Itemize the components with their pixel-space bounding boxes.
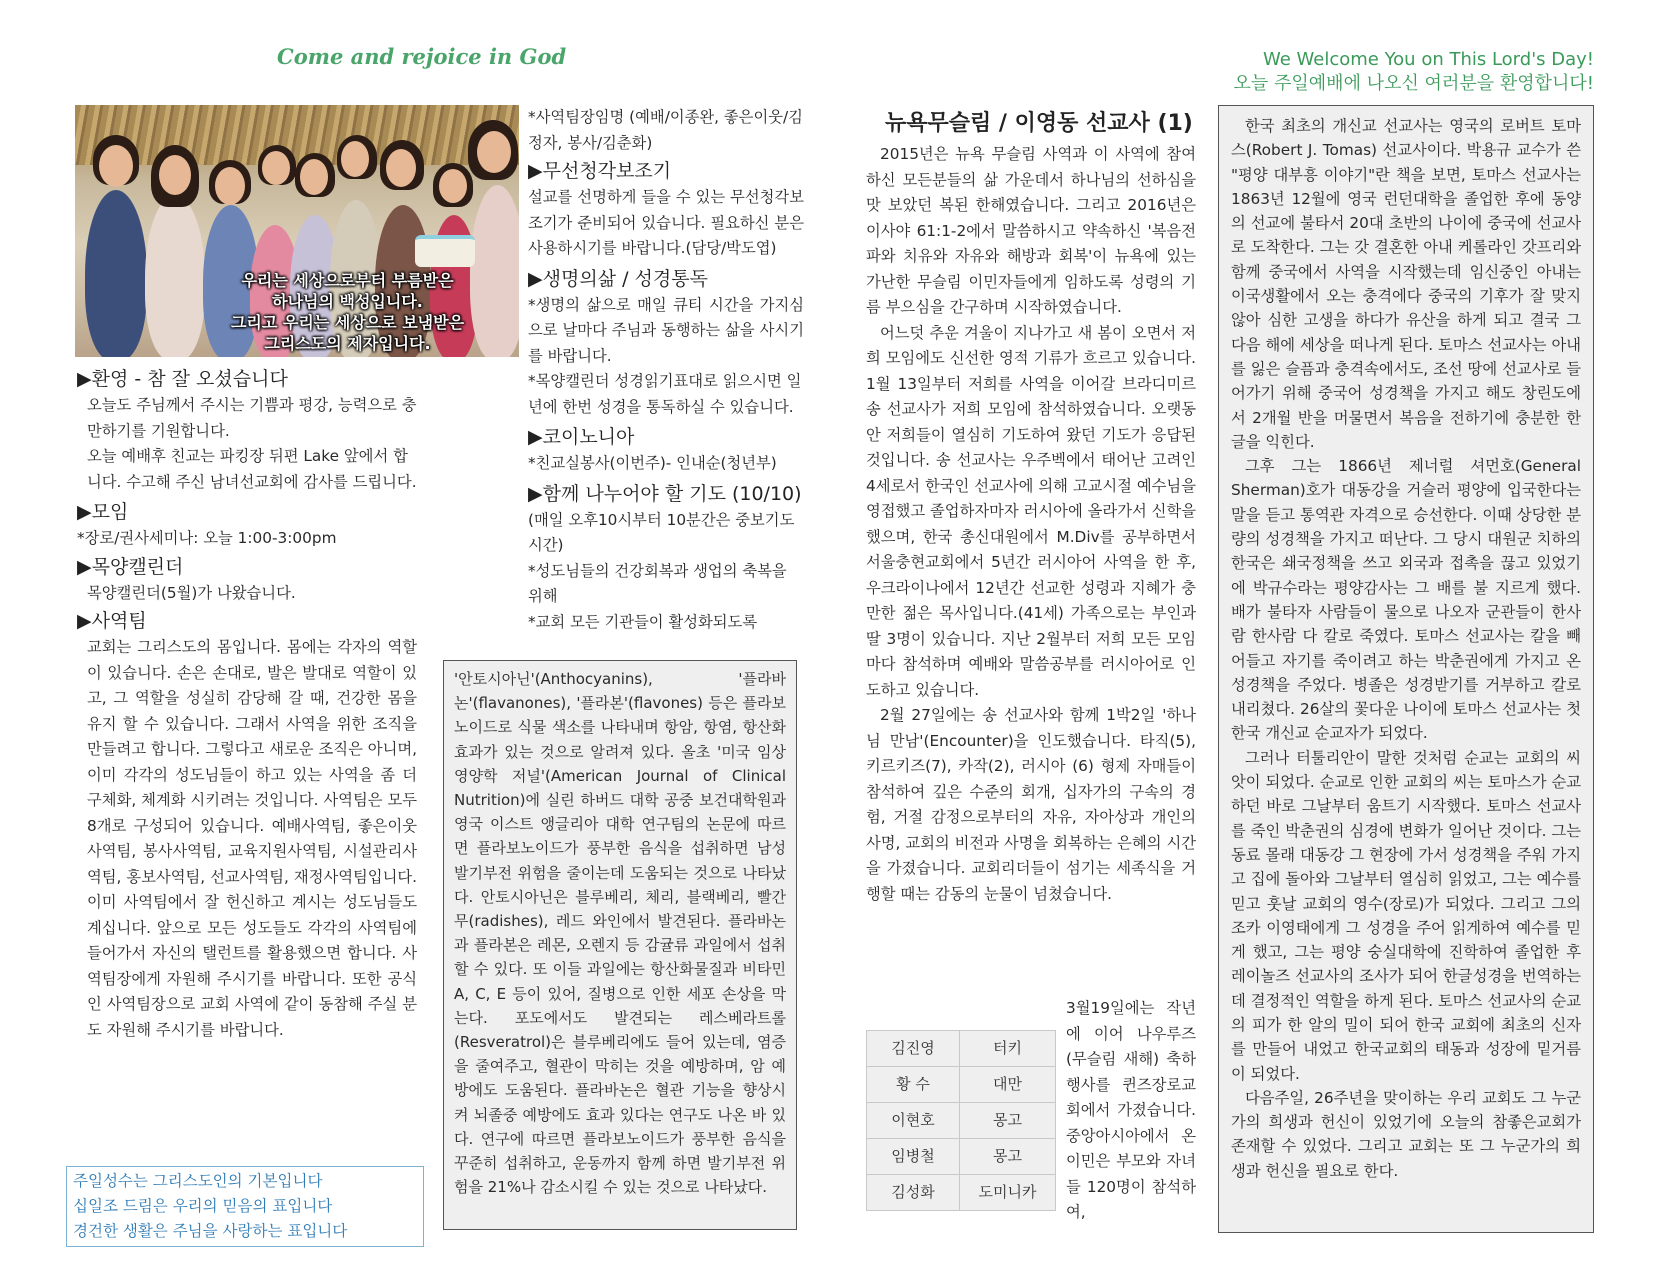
column-4-box [1218,105,1594,1233]
ministry-paragraph: 교회는 그리스도의 몸입니다. 몸에는 각자의 역할이 있습니다. 손은 손대로, 발은 발대로 역할이 있고, 그 역할을 성실히 감당해 갈 때, 건강한 몸을 유지 할 수 있습니다. 그래서 사역을 위한 조직을 만들려고 합니다. 그렇다고 새로운 조직은 아니며, 이미 각각의 성도님들이 하고 있는 사역을 좀 더 구체화, 체계화 시키려는 것입니다. 사역팀은 모두 8개로 구성되어 있습니다. 예배사역팀, 좋은이웃사역팀, 봉사사역팀, 교육지원사역팀, 시설관리사역팀, 홍보사역팀, 선교사역팀, 재정사역팀입니다. 이미 사역팀에서 잘 헌신하고 계시는 성도님들도 계십니다. 앞으로 모든 성도들도 각각의 사역팀에 들어가서 자신의 탤런트를 활용했으면 합니다. 사역팀장에게 자원해 주시기를 바랍니다. 또한 공식인 사역팀장으로 교회 사역에 같이 동참해 주실 분도 자원해 주시기를 바랍니다. [87,638,417,1039]
history-paragraph: 그후 그는 1866년 제너럴 셔먼호(General Sherman)호가 대동강을 거슬러 평양에 입국한다는 말을 듣고 통역관 자격으로 승선한다. 이때 상당한 분량의 성경책을 가지고 떠난다. 그 당시 대원군 치하의 한국은 쇄국정책을 쓰고 외국과 접촉을 끊고 있었기에 박규수라는 평양감사는 그 배를 불 지르게 했다. 배가 불타자 사람들이 물으로 나오자 군관들이 한사람 한사람 다 칼로 죽였다. 토마스 선교사는 칼을 빼어들고 자기를 죽이려고 하는 박춘권에게 가지고 온 성경책을 주었다. 병졸은 성경받기를 거부하고 칼로 내리쳤다. 26살의 꽃다운 나이에 토마스 선교사는 첫 한국 개신교 순교자가 되었다. [1231,457,1581,743]
caption-line: 우리는 세상으로부터 부름받은 [241,271,454,290]
person-face [386,149,416,187]
welcome-paragraph: 오늘도 주님께서 주시는 기쁨과 평강, 능력으로 충만하기를 기원합니다. [87,396,417,440]
missionary-country: 대만 [960,1067,1056,1103]
meeting-paragraph: *장로/권사세미나: 오늘 1:00-3:00pm [77,529,337,547]
caption-line: 하나님의 백성입니다. [272,292,423,311]
caption-line: 그리스도의 제자입니다. [264,334,431,353]
motto-line: 경건한 생활은 주님을 사랑하는 표입니다 [73,1222,348,1240]
person-face [99,145,133,187]
prayer-paragraph: *교회 모든 기관들이 활성화되도록 [528,612,758,631]
section-title-ministry: ▶사역팀 [77,610,147,632]
missionary-name: 김진영 [867,1031,960,1067]
missionary-table [866,1030,1056,1211]
article-paragraph: 어느덧 추운 겨울이 지나가고 새 봄이 오면서 저희 모임에도 신선한 영적 기류가 흐르고 있습니다. 1월 13일부터 저희를 사역을 이어갈 브라디미르 송 선교사가 저희 모임에 참석하였습니다. 오랫동안 저희들이 열심히 기도하여 왔던 기도가 응답된것입니다. 송 선교사는 우주벡에서 태어난 고려인 4세로서 한국인 선교사에 의해 고교시절 예수님을 영접했고 졸업하자마자 러시아에 올라가서 신학을 했으며, 한국 총신대원에서 M.Div를 공부하면서 서울충현교회에서 5년간 러시아어 사역을 한 후, 우크라이나에서 12년간 선교한 성령과 지혜가 충만한 젊은 목사입니다.(41세) 가족으로는 부인과 딸 3명이 있습니다. 지난 2월부터 저희 모든 모임마다 참석하며 예배와 말씀공부를 러시아어로 인도하고 있습니다. [866,323,1196,699]
section-title-prayer: ▶함께 나누어야 할 기도 (10/10) [528,482,802,505]
prayer-paragraph: (매일 오후10시부터 10분간은 중보기도시간) [528,510,795,554]
section-title-calendar: ▶목양캘린더 [77,555,184,578]
history-paragraph: 그러나 터툴리안이 말한 것처럼 순교는 교회의 씨앗이 되었다. 순교로 인한 교회의 씨는 토마스가 순교하던 바로 그날부터 움트기 시작했다. 토마스 선교사를 죽인 박춘권의 심경에 변화가 일어난 것이다. 그는 동료 몰래 대동강 그 현장에 가서 성경책을 주워 가지고 집에 돌아와 그날부터 열심히 읽었고, 그는 예수를 믿고 훗날 교회의 영수(장로)가 되었다. 그리고 그의 조카 이영태에게 그 성경을 주어 읽게하여 예수를 믿게 했고, 그는 평양 숭실대학에 진학하여 졸업한 후 레이놀즈 선교사의 조사가 되어 한글성경을 번역하는데 결정적인 역할을 하게 된다. 토마스 선교사의 순교의 피가 한 알의 밀이 되어 한국 교회에 최초의 신자를 만들어 내었고 한국교회의 태동과 성장에 밑거름이 되었다. [1231,748,1581,1083]
person-face [262,151,290,185]
health-paragraph: '안토시아닌'(Anthocyanins), '플라바논'(flavanones), '플라본'(flavones) 등은 플라보노이드로 식물 색소를 나타내며 항암, 항염, 항산화 효과가 있는 것으로 알려져 있다. 올초 '미국 임상 영양학 저널'(American Journal of Clinical Nutrition)에 실린 하버드 대학 공중 보건대학원과 영국 이스트 앵글리아 대학 연구팀의 논문에 따르면 플라보노이드가 풍부한 음식을 섭취하면 남성 발기부전 위험을 줄이는데 도움되는 것으로 나타났다. 안토시아닌은 블루베리, 체리, 블랙베리, 빨간무(radishes), 레드 와인에서 발견된다. 플라바논과 플라본은 레몬, 오렌지 등 감귤류 과일에서 섭취할 수 있다. 또 이들 과일에는 항산화물질과 비타민 A, C, E 등이 있어, 질병으로 인한 세포 손상을 막는다. 포도에서도 발견되는 레스베라트롤(Resveratrol)은 블루베리에도 들어 있는데, 염증을 줄여주고, 혈관이 막히는 것을 예방하며, 암 예방에도 도움된다. 플라바논은 혈관 기능을 향상시켜 뇌졸중 예방에도 효과 있다는 연구도 나온 바 있다. 연구에 따르면 플라보노이드가 풍부한 음식을 꾸준히 섭취하고, 운동까지 함께 하면 발기부전 위험을 21%나 감소시킬 수 있는 것으로 나타났다. [454,670,786,1197]
person-face [300,159,328,195]
motto-line: 십일조 드림은 우리의 믿음의 표입니다 [73,1197,333,1215]
life-paragraph: *목양캘린더 성경읽기표대로 읽으시면 일 년에 한번 성경을 통독하실 수 있습니다. [528,372,802,416]
missionary-row [867,1175,1056,1211]
caption-line: 그리고 우리는 세상으로 보냄받은 [230,313,465,332]
calendar-paragraph: 목양캘린더(5월)가 나왔습니다. [87,583,296,602]
welcome-korean: 오늘 주일예배에 나오신 여러분을 환영합니다! [1233,73,1594,94]
section-title-koinonia: ▶코이노니아 [528,426,635,448]
missionary-country: 도미니카 [960,1175,1056,1211]
history-paragraph: 다음주일, 26주년을 맞이하는 우리 교회도 그 누군가의 희생과 헌신이 있었기에 오늘의 참좋은교회가 존재할 수 있었다. 그리고 교회는 또 그 누군가의 희생과 헌신을 필요로 한다. [1231,1088,1581,1180]
life-paragraph: *생명의 삶으로 매일 큐티 시간을 가지심으로 날마다 주님과 동행하는 삶을 사시기를 바랍니다. [528,295,804,365]
motto-line: 주일성수는 그리스도인의 기본입니다 [73,1172,323,1190]
birthday-cake [415,235,475,267]
koinonia-paragraph: *친교실봉사(이번주)- 인내순(청년부) [528,454,777,472]
missionary-name: 임병철 [867,1139,960,1175]
column-1 [77,366,417,1043]
header-right-welcome [1234,48,1594,96]
person-face [439,169,467,203]
thatch-roof [75,105,519,165]
header-left-title: Come and rejoice in God [277,44,567,69]
prayer-paragraph: *성도님들의 건강회복과 생업의 축복을 위해 [528,561,787,605]
history-paragraph: 한국 최초의 개신교 선교사는 영국의 로버트 토마스(Robert J. Tomas) 선교사이다. 박용규 교수가 쓴 "평양 대부흥 이야기"란 책을 보면, 토마스 선교사는 1863년 12월에 영국 런던대학을 졸업한 후에 동양의 선교에 불타서 20대 초반의 나이에 중국에 선교사로 도착한다. 그는 갓 결혼한 아내 케롤라인 갓프리와 함께 중국에서 사역을 시작했는데 임신중인 아내는 이국생활에서 오는 충격에다 중국의 기후가 잘 맞지 않아 심한 고생을 하다가 유산을 하게 되고 결국 그 다음 해에 세상을 떠나게 된다. 토마스 선교사는 아내를 잃은 슬픔과 충격속에서도, 조선 땅에 선교사로 들어가기 위해 중국어 성경책을 가지고 해도 창린도에서 2개월 반을 머물면서 복음을 전하기에 충분한 한글을 익힌다. [1231,117,1581,451]
missionary-country: 몽고 [960,1139,1056,1175]
person-face [159,155,191,195]
group-photo [75,105,519,357]
person-face [341,141,369,177]
article-paragraph: 2월 27일에는 송 선교사와 함께 1박2일 '하나님 만남'(Encounter)을 인도했습니다. 타직(5), 키르키즈(7), 카작(2), 러시아 (6) 형제 자매들이 참석하여 깊은 수준의 회개, 십자가의 구속의 경험, 거절 감정으로부터의 자유, 자아상과 개인의 사명, 교회의 비전과 사명을 회복하는 은혜의 시간을 가졌습니다. 교회리더들이 섬기는 세족식을 거행할 때는 감동의 눈물이 넘쳤습니다. [866,706,1196,903]
section-title-hearing: ▶무선청각보조기 [528,160,672,182]
missionary-row [867,1139,1056,1175]
missionary-country: 몽고 [960,1103,1056,1139]
missionary-country: 터키 [960,1031,1056,1067]
missionary-row [867,1067,1056,1103]
motto-box [66,1166,424,1247]
welcome-paragraph: 오늘 예배후 친교는 파킹장 뒤편 Lake 앞에서 합니다. 수고해 주신 남녀선교회에 감사를 드립니다. [87,447,417,491]
section-title-life: ▶생명의삶 / 성경통독 [528,267,708,290]
section-title-welcome: ▶환영 - 참 잘 오셨습니다 [77,368,288,390]
column-3 [866,142,1196,907]
article-paragraph: 3월19일에는 작년에 이어 나우루즈(무슬림 새해) 축하행사를 퀸즈장로교회에서 가졌습니다. 중앙아시아에서 온 이민은 부모와 자녀들 120명이 참석하여, [1066,999,1196,1221]
person-figure [85,190,147,357]
welcome-english: We Welcome You on This Lord's Day! [1262,49,1594,70]
missionary-row [867,1103,1056,1139]
section-title-meeting: ▶모임 [77,501,129,523]
missionary-name: 김성화 [867,1175,960,1211]
hearing-paragraph: 설교를 선명하게 들을 수 있는 무선청각보조기가 준비되어 있습니다. 필요하신 분은 사용하시기를 바랍니다.(담당/박도엽) [528,188,804,257]
photo-caption [170,270,519,354]
missionary-name: 이현호 [867,1103,960,1139]
leaders-paragraph: *사역팀장임명 (예배/이종완, 좋은이웃/김정자, 봉사/김춘화) [528,108,803,152]
person-face [477,131,511,173]
column-2 [528,105,804,635]
missionary-name: 황 수 [867,1067,960,1103]
column-3-bottom [866,996,1196,1226]
article-title: 뉴욕무슬림 / 이영동 선교사 (1) [885,111,1193,136]
person-face [215,167,245,205]
health-info-box [443,660,797,1230]
article-paragraph: 2015년은 뉴욕 무슬림 사역과 이 사역에 참여하신 모든분들의 삶 가운데서 하나님의 선하심을 맛 보았던 복된 한해였습니다. 그리고 2016년은 이사야 61:1-2에서 말씀하시고 약속하신 '복음전파와 치유와 자유와 해방과 회복'이 뉴욕에 있는 가난한 무슬림 이민자들에게 임하도록 성령의 기름 부으심을 간구하며 시작하였습니다. [866,145,1196,316]
missionary-row [867,1031,1056,1067]
